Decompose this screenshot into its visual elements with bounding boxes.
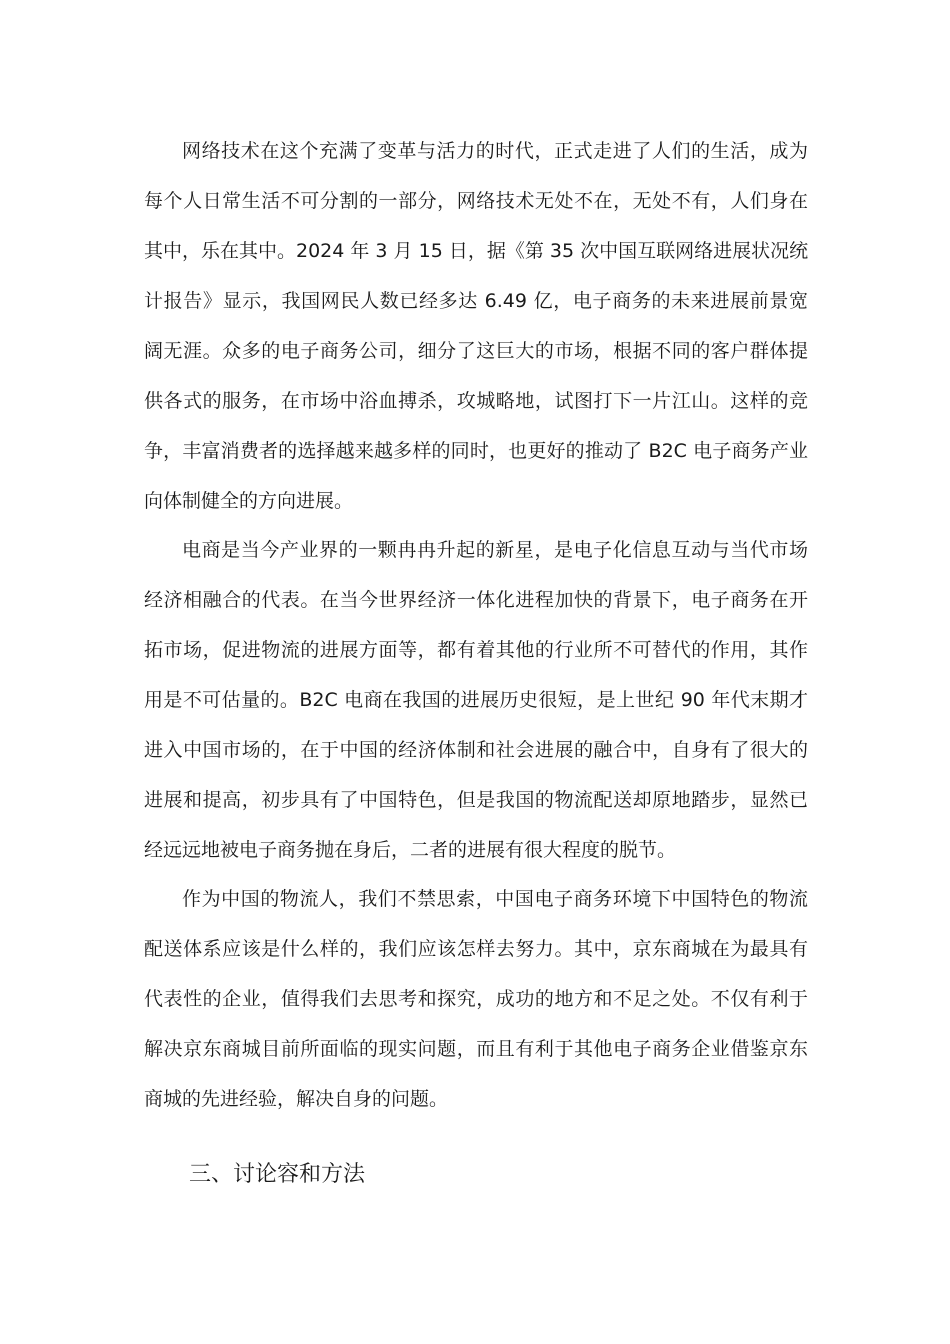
paragraph-line: 网络技术在这个充满了变革与活力的时代，正式走进了人们的生活，成为 [182, 140, 808, 162]
paragraph-line: 进展和提高，初步具有了中国特色，但是我国的物流配送却原地踏步，显然已 [144, 789, 808, 811]
paragraph-line: 配送体系应该是什么样的，我们应该怎样去努力。其中，京东商城在为最具有 [144, 938, 808, 960]
paragraph-line: 争，丰富消费者的选择越来越多样的同时，也更好的推动了 B2C 电子商务产业 [144, 440, 808, 462]
paragraph-line: 经济相融合的代表。在当今世界经济一体化进程加快的背景下，电子商务在开 [144, 589, 808, 611]
paragraph-line: 商城的先进经验，解决自身的问题。 [144, 1088, 449, 1110]
paragraph-line: 阔无涯。众多的电子商务公司，细分了这巨大的市场，根据不同的客户群体提 [144, 340, 808, 362]
paragraph-line: 电商是当今产业界的一颗冉冉升起的新星，是电子化信息互动与当代市场 [182, 539, 808, 561]
paragraph-line: 作为中国的物流人，我们不禁思索，中国电子商务环境下中国特色的物流 [182, 888, 808, 910]
paragraph-line: 进入中国市场的，在于中国的经济体制和社会进展的融合中，自身有了很大的 [144, 739, 808, 761]
paragraph-line: 代表性的企业，值得我们去思考和探究，成功的地方和不足之处。不仅有利于 [144, 988, 808, 1010]
paragraph-line: 解决京东商城目前所面临的现实问题，而且有利于其他电子商务企业借鉴京东 [144, 1038, 808, 1060]
paragraph-line: 供各式的服务，在市场中浴血搏杀，攻城略地，试图打下一片江山。这样的竞 [144, 390, 808, 412]
paragraph-line: 拓市场，促进物流的进展方面等，都有着其他的行业所不可替代的作用，其作 [144, 639, 808, 661]
section-heading: 三、讨论容和方法 [189, 1162, 366, 1187]
paragraph-line: 计报告》显示，我国网民人数已经多达 6.49 亿，电子商务的未来进展前景宽 [144, 290, 808, 312]
paragraph-line: 向体制健全的方向进展。 [144, 490, 354, 512]
paragraph-line: 其中，乐在其中。2024 年 3 月 15 日，据《第 35 次中国互联网络进展状况统 [144, 240, 809, 262]
paragraph-line: 经远远地被电子商务抛在身后，二者的进展有很大程度的脱节。 [144, 839, 677, 861]
paragraph-line: 每个人日常生活不可分割的一部分，网络技术无处不在，无处不有，人们身在 [144, 190, 808, 212]
paragraph-line: 用是不可估量的。B2C 电商在我国的进展历史很短，是上世纪 90 年代末期才 [144, 689, 808, 711]
